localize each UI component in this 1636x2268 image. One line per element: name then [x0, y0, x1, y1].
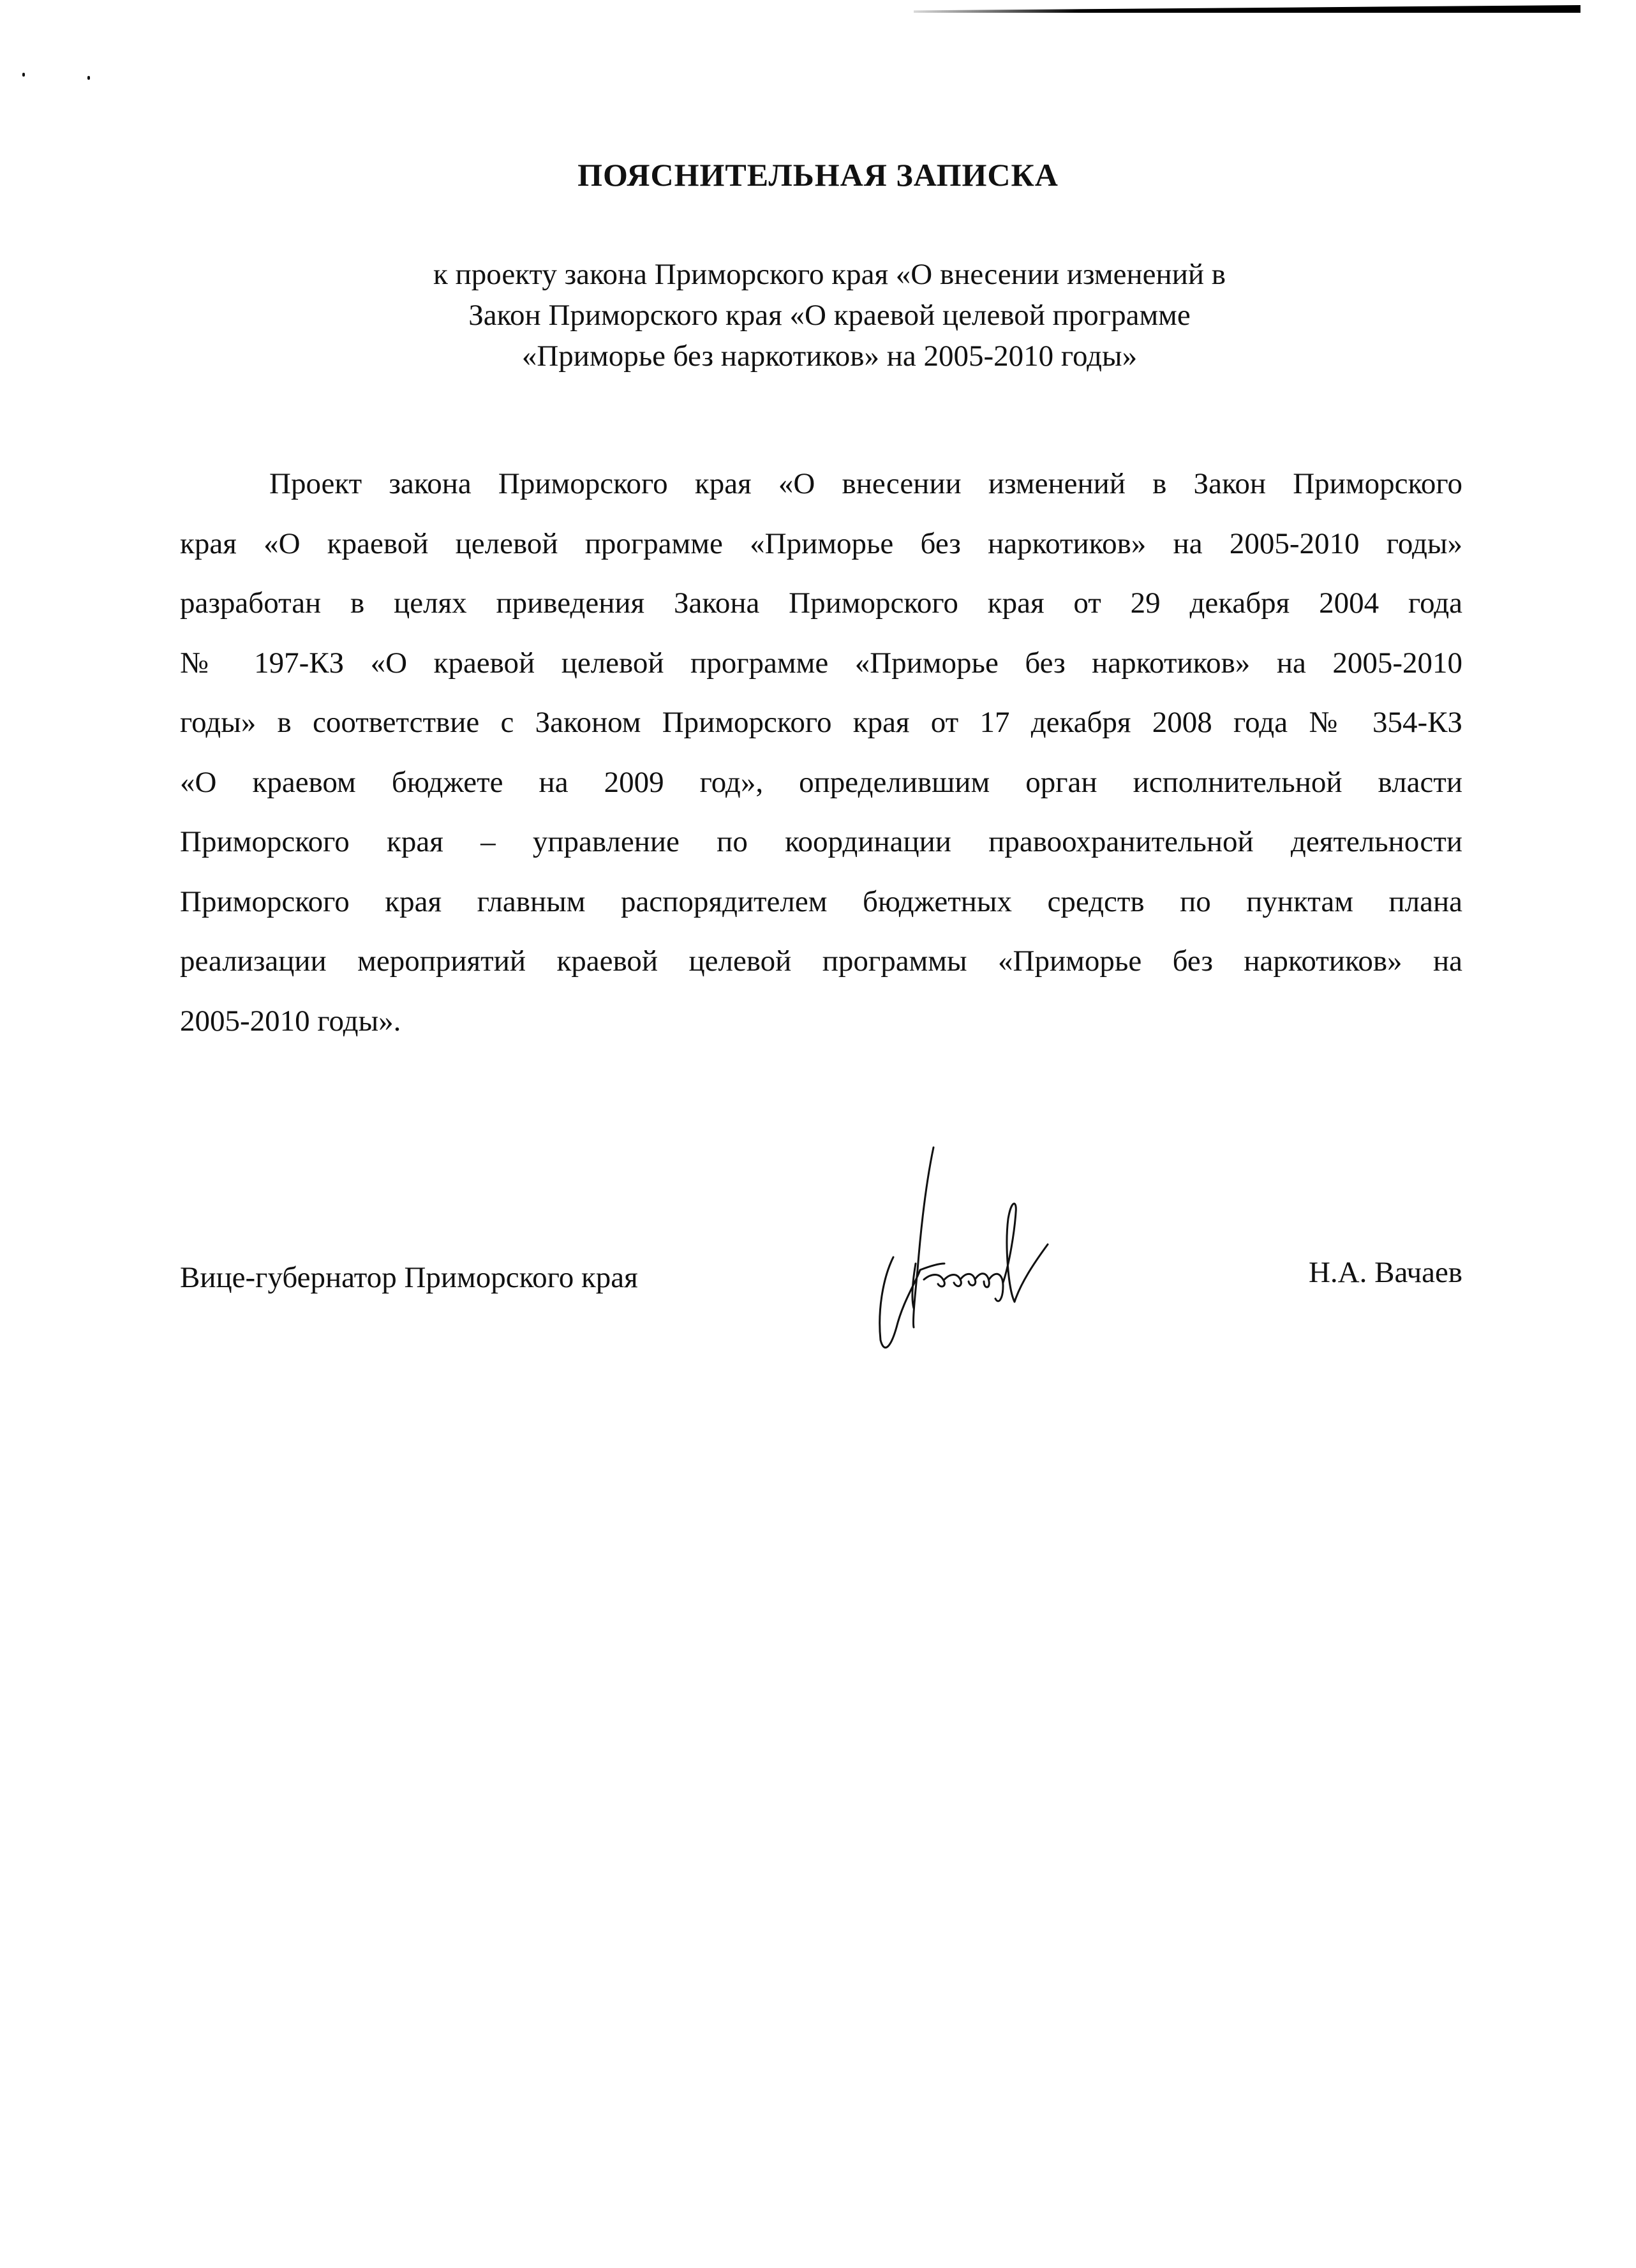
body-line: Приморского края – управление по координации правоохранительной деятельности	[180, 825, 1462, 858]
document-subtitle	[319, 254, 1340, 377]
body-paragraph	[180, 454, 1462, 1051]
body-line: разработан в целях приведения Закона Приморского края от 29 декабря 2004 года	[180, 586, 1462, 620]
body-line: № 197-КЗ «О краевой целевой программе «Приморье без наркотиков» на 2005-2010	[180, 646, 1462, 680]
subtitle-line: Закон Приморского края «О краевой целевой программе	[468, 299, 1191, 332]
subtitle-line: к проекту закона Приморского края «О внесении изменений в	[433, 258, 1226, 291]
scan-speck	[22, 73, 25, 77]
body-line: Проект закона Приморского края «О внесении изменений в Закон Приморского	[269, 467, 1462, 500]
handwritten-signature	[753, 1136, 1110, 1353]
subtitle-line: «Приморье без наркотиков» на 2005-2010 годы»	[521, 339, 1138, 373]
body-line: «О краевом бюджете на 2009 год», определившим орган исполнительной власти	[180, 765, 1462, 799]
body-line: края «О краевой целевой программе «Приморье без наркотиков» на 2005-2010 годы»	[180, 526, 1462, 560]
body-line: реализации мероприятий краевой целевой программы «Приморье без наркотиков» на	[180, 944, 1462, 978]
scan-speck	[87, 76, 90, 80]
document-title: ПОЯСНИТЕЛЬНАЯ ЗАПИСКА	[577, 157, 1059, 193]
body-line: годы» в соответствие с Законом Приморского края от 17 декабря 2008 года № 354-КЗ	[180, 706, 1462, 739]
signatory-name: Н.А. Вачаев	[1308, 1256, 1462, 1289]
body-line: Приморского края главным распорядителем бюджетных средств по пунктам плана	[180, 884, 1462, 918]
body-line: 2005-2010 годы».	[180, 1004, 401, 1038]
signatory-position: Вице-губернатор Приморского края	[180, 1261, 638, 1294]
scan-artifact-line	[914, 5, 1580, 13]
